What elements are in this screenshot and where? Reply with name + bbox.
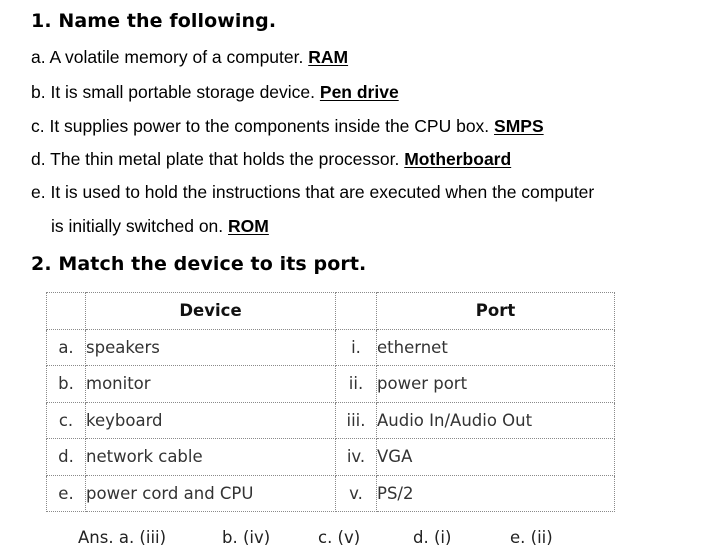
answer-key-3: d. (i) (413, 528, 452, 547)
answer-key-2: c. (v) (318, 528, 361, 547)
q1-item-c: c. It supplies power to the components inside the CPU box. SMPS (31, 116, 544, 136)
answer-d: Motherboard (404, 149, 512, 169)
answer-key-4: e. (ii) (510, 528, 553, 547)
answer-key-1: b. (iv) (222, 528, 271, 547)
answer-a: RAM (308, 47, 349, 67)
q1-item-d: d. The thin metal plate that holds the processor. Motherboard (31, 149, 512, 169)
table-row: c. keyboard iii. Audio In/Audio Out (47, 402, 615, 439)
q2-heading: 2. Match the device to its port. (31, 253, 367, 275)
answer-key-0: Ans. a. (iii) (78, 528, 167, 547)
q1-item-b: b. It is small portable storage device. Pen drive (31, 82, 399, 102)
table-row: e. power cord and CPU v. PS/2 (47, 475, 615, 512)
answer-b: Pen drive (319, 82, 399, 102)
answer-c: SMPS (494, 116, 544, 136)
q1-heading: 1. Name the following. (31, 10, 277, 32)
q1-item-a: a. A volatile memory of a computer. RAM (31, 47, 349, 67)
table-header-row (47, 293, 615, 330)
table-row: b. monitor ii. power port (47, 366, 615, 403)
table-row: d. network cable iv. VGA (47, 439, 615, 476)
match-table (46, 292, 615, 512)
q1-item-e-cont: is initially switched on. ROM (51, 216, 269, 236)
table-row: a. speakers i. ethernet (47, 329, 615, 366)
port-header: Port (377, 293, 615, 330)
device-header: Device (86, 293, 336, 330)
answer-e: ROM (228, 216, 269, 236)
q1-item-e: e. It is used to hold the instructions that are executed when the computer (31, 182, 595, 202)
